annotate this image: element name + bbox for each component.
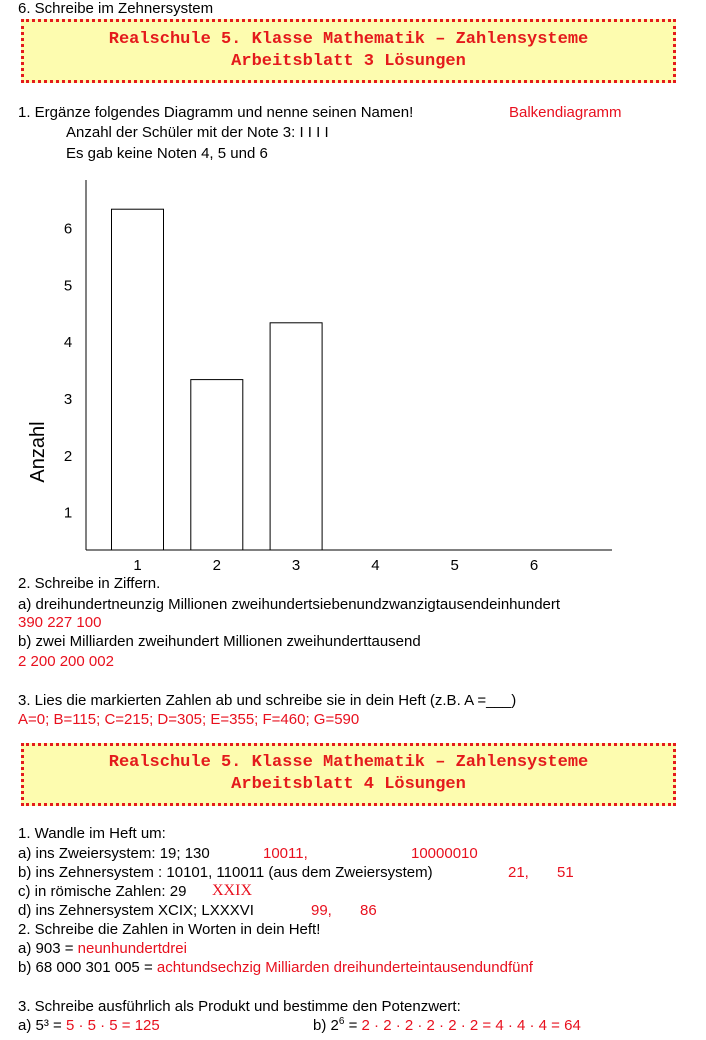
task2-title: 2. Schreibe in Ziffern. bbox=[18, 575, 161, 592]
ws4-task2-a bbox=[18, 940, 187, 958]
ws4-task2-b bbox=[18, 959, 533, 977]
ws4-task3-b-answer: 2 · 2 · 2 · 2 · 2 · 2 = 4 · 4 · 4 = 64 bbox=[361, 1017, 581, 1034]
ws4-task1-d-text: d) ins Zehnersystem XCIX; LXXXVI bbox=[18, 902, 254, 919]
ws4-task2-b-text: b) 68 000 301 005 = bbox=[18, 959, 157, 976]
ws4-task3-title: 3. Schreibe ausführlich als Produkt und bestimme den Potenzwert: bbox=[18, 998, 461, 1015]
task2-a-answer: 390 227 100 bbox=[18, 614, 102, 631]
bar-3 bbox=[270, 323, 322, 550]
banner-title: Realschule 5. Klasse Mathematik – Zahlensysteme bbox=[108, 30, 589, 49]
ws4-task3-a-text: a) 5³ = bbox=[18, 1017, 66, 1034]
ws4-task3-b-equals: = bbox=[344, 1017, 362, 1034]
previous-task-heading: 6. Schreibe im Zehnersystem bbox=[18, 0, 214, 17]
ws4-task1-a-answer2: 10000010 bbox=[411, 845, 478, 862]
ws4-task1-title: 1. Wandle im Heft um: bbox=[18, 825, 166, 842]
x-tick-label: 2 bbox=[212, 557, 221, 570]
ws4-task1-c-answer: XXIX bbox=[212, 882, 252, 899]
bar-chart bbox=[0, 170, 706, 570]
x-tick-label: 5 bbox=[450, 557, 459, 570]
task3-answer: A=0; B=115; C=215; D=305; E=355; F=460; G=590 bbox=[18, 711, 360, 728]
task3-title: 3. Lies die markierten Zahlen ab und schreibe sie in dein Heft (z.B. A =___) bbox=[18, 692, 517, 709]
ws4-task3-a bbox=[18, 1017, 160, 1035]
banner-subtitle: Arbeitsblatt 4 Lösungen bbox=[231, 775, 466, 794]
banner-subtitle: Arbeitsblatt 3 Lösungen bbox=[231, 52, 466, 71]
bar-1 bbox=[112, 209, 164, 550]
x-tick-label: 1 bbox=[133, 557, 142, 570]
ws4-task1-c-text: c) in römische Zahlen: 29 bbox=[18, 883, 187, 900]
task1-line3: Es gab keine Noten 4, 5 und 6 bbox=[66, 145, 268, 162]
ws4-task2-a-answer: neunhundertdrei bbox=[77, 940, 187, 957]
ws4-task2-title: 2. Schreibe die Zahlen in Worten in dein Heft! bbox=[18, 921, 321, 938]
task2-b-text: b) zwei Milliarden zweihundert Millionen zweihunderttausend bbox=[18, 633, 421, 650]
y-tick-label: 1 bbox=[63, 504, 73, 522]
ws4-task3-b bbox=[313, 1017, 581, 1035]
y-axis-label: Anzahl bbox=[27, 421, 49, 483]
y-tick-label: 4 bbox=[63, 334, 73, 352]
ws4-task1-d-answer2: 86 bbox=[360, 902, 377, 919]
x-tick-label: 3 bbox=[291, 557, 301, 570]
task2-b-answer: 2 200 200 002 bbox=[18, 653, 114, 670]
ws4-task1-b-answer2: 51 bbox=[557, 864, 574, 881]
x-tick-label: 6 bbox=[529, 557, 539, 570]
ws4-task3-a-answer: 5 · 5 · 5 = 125 bbox=[65, 1017, 160, 1034]
ws4-task2-a-text: a) 903 = bbox=[18, 940, 78, 957]
ws4-task3-b-base: b) 2 bbox=[313, 1017, 339, 1034]
ws4-task1-a-text: a) ins Zweiersystem: 19; 130 bbox=[18, 845, 210, 862]
y-tick-label: 6 bbox=[63, 220, 73, 238]
x-tick-label: 4 bbox=[371, 557, 380, 570]
task2-a-text: a) dreihundertneunzig Millionen zweihundertsiebenundzwanzigtausendeinhundert bbox=[18, 596, 561, 613]
ws4-task1-b-text: b) ins Zehnersystem : 10101, 110011 (aus dem Zweiersystem) bbox=[18, 864, 433, 881]
y-tick-label: 3 bbox=[63, 391, 73, 408]
bar-2 bbox=[191, 380, 243, 550]
ws4-task1-b-answer1: 21, bbox=[508, 864, 529, 881]
ws4-task3-b-exponent: 6 bbox=[338, 1016, 345, 1027]
task1-line2: Anzahl der Schüler mit der Note 3: I I I I bbox=[66, 124, 329, 141]
ws4-task2-b-answer: achtundsechzig Milliarden dreihunderteintausendundfünf bbox=[156, 959, 533, 976]
ws4-task1-d-answer1: 99, bbox=[311, 902, 332, 919]
worksheet-4-banner bbox=[21, 743, 676, 806]
banner-title: Realschule 5. Klasse Mathematik – Zahlensysteme bbox=[108, 753, 589, 772]
y-tick-label: 5 bbox=[63, 277, 73, 295]
task1-answer: Balkendiagramm bbox=[509, 104, 622, 121]
task1-prompt: 1. Ergänze folgendes Diagramm und nenne seinen Namen! bbox=[18, 104, 414, 121]
worksheet-3-banner bbox=[21, 19, 676, 83]
ws4-task1-a-answer1: 10011, bbox=[263, 845, 308, 862]
y-tick-label: 2 bbox=[63, 447, 73, 465]
